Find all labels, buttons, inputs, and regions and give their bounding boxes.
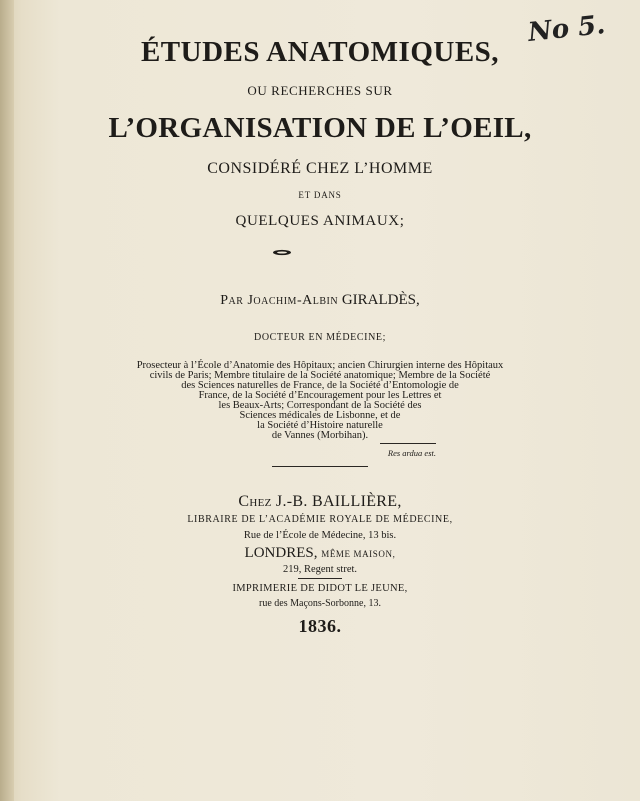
- section-divider: [272, 466, 368, 467]
- handwritten-shelf-mark: No 5.: [526, 10, 607, 48]
- credentials-line: les Beaux-Arts; Correspondant de la Société des: [218, 400, 422, 411]
- london-suffix: MÊME MAISON,: [321, 549, 396, 559]
- printer-rule: [298, 578, 342, 579]
- credentials-line: France, de la Société d’Encouragement pour les Lettres et: [198, 390, 442, 401]
- author-degree: DOCTEUR EN MÉDECINE;: [254, 332, 386, 343]
- london-address: 219, Regent stret.: [282, 564, 358, 575]
- publisher-prefix: Chez J.-B.: [238, 493, 308, 510]
- main-title: ÉTUDES ANATOMIQUES,: [140, 36, 500, 68]
- london-city: LONDRES,: [244, 545, 318, 561]
- publisher-address: Rue de l’École de Médecine, 13 bis.: [243, 530, 397, 541]
- printer-name: IMPRIMERIE DE DIDOT LE JEUNE,: [232, 583, 408, 594]
- publisher-name: BAILLIÈRE,: [311, 493, 402, 510]
- title-line-6: QUELQUES ANIMAUX;: [235, 213, 405, 229]
- title-line-2: OU RECHERCHES SUR: [247, 83, 393, 98]
- credentials-line: des Sciences naturelles de France, de la Société d’Entomologie de: [181, 380, 459, 391]
- author-name: GIRALDÈS,: [341, 292, 420, 308]
- credentials-line: Sciences médicales de Lisbonne, et de: [239, 410, 401, 421]
- title-line-5: ET DANS: [298, 190, 342, 200]
- credentials-line: civils de Paris; Membre titulaire de la Société anatomique; Membre de la Société: [149, 370, 491, 381]
- ornament-icon: [272, 249, 292, 256]
- author-credentials: [100, 361, 540, 441]
- title-line-3: L’ORGANISATION DE L’OEIL,: [108, 112, 532, 144]
- motto: Res ardua est.: [387, 448, 436, 458]
- credentials-line: de Vannes (Morbihan).: [271, 430, 369, 441]
- credentials-line: Prosecteur à l’École d’Anatomie des Hôpitaux; ancien Chirurgien interne des Hôpitaux: [136, 360, 504, 371]
- author-prefix: Par Joachim-Albin: [220, 293, 339, 308]
- publisher-line: [0, 493, 640, 511]
- credentials-line: la Société d’Histoire naturelle: [257, 420, 383, 431]
- title-line-4: CONSIDÉRÉ CHEZ L’HOMME: [207, 160, 433, 177]
- printer-address: rue des Maçons-Sorbonne, 13.: [259, 598, 381, 609]
- london-line: [0, 545, 640, 562]
- publication-year: 1836.: [298, 616, 342, 636]
- author-line: [0, 292, 640, 309]
- publisher-title: LIBRAIRE DE L’ACADÉMIE ROYALE DE MÉDECINE,: [187, 514, 453, 525]
- motto-rule: [380, 443, 436, 444]
